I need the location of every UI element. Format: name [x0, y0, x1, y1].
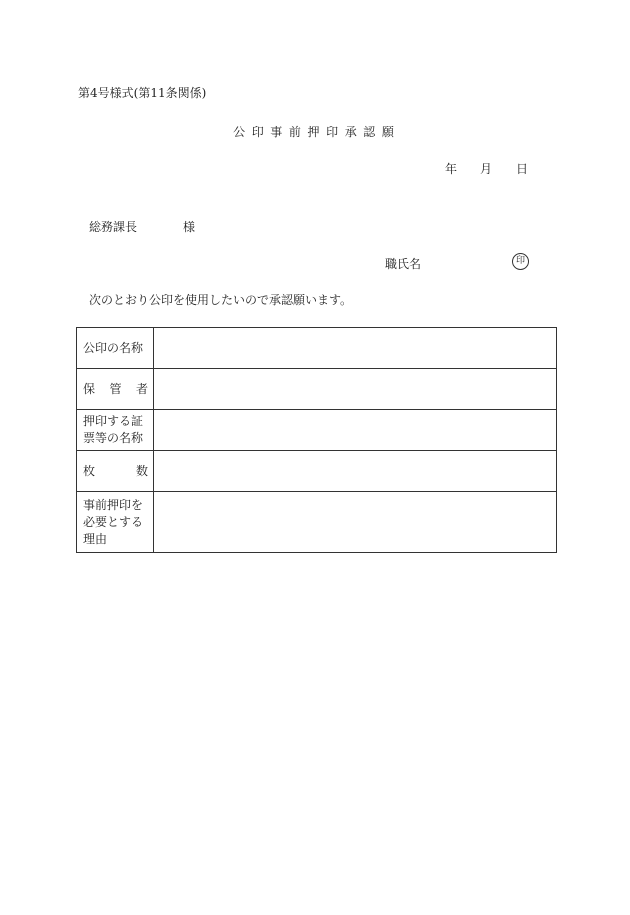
row-label-text: 保 管 者 [83, 381, 148, 396]
table-row [77, 410, 557, 451]
row-value-document-name[interactable] [154, 410, 557, 451]
form-number: 第4号様式(第11条関係) [78, 86, 207, 100]
row-label-text: 枚 数 [83, 463, 148, 478]
table-row [77, 492, 557, 553]
row-label-document-name [77, 410, 154, 451]
request-statement: 次のとおり公印を使用したいので承認願います。 [89, 293, 353, 307]
addressee: 総務課長 [89, 220, 138, 234]
row-label-text: 押印する証 票等の名称 [83, 414, 144, 445]
applicant-name-label: 職氏名 [385, 257, 422, 271]
row-value-count[interactable] [154, 451, 557, 492]
seal-mark-icon: 印 [512, 253, 529, 270]
row-label-seal-name [77, 328, 154, 369]
document-title: 公印事前押印承認願 [233, 125, 401, 139]
table-row [77, 451, 557, 492]
row-label-reason [77, 492, 154, 553]
table-row [77, 328, 557, 369]
row-label-text: 公印の名称 [83, 340, 144, 355]
row-label-count [77, 451, 154, 492]
application-form-table [76, 327, 557, 553]
date-year-label: 年 [445, 162, 458, 176]
row-label-custodian [77, 369, 154, 410]
row-value-seal-name[interactable] [154, 328, 557, 369]
honorific: 様 [183, 220, 196, 234]
table-row [77, 369, 557, 410]
date-day-label: 日 [516, 162, 529, 176]
row-value-custodian[interactable] [154, 369, 557, 410]
date-month-label: 月 [480, 162, 493, 176]
row-value-reason[interactable] [154, 492, 557, 553]
row-label-text: 事前押印を 必要とする 理由 [83, 497, 144, 546]
